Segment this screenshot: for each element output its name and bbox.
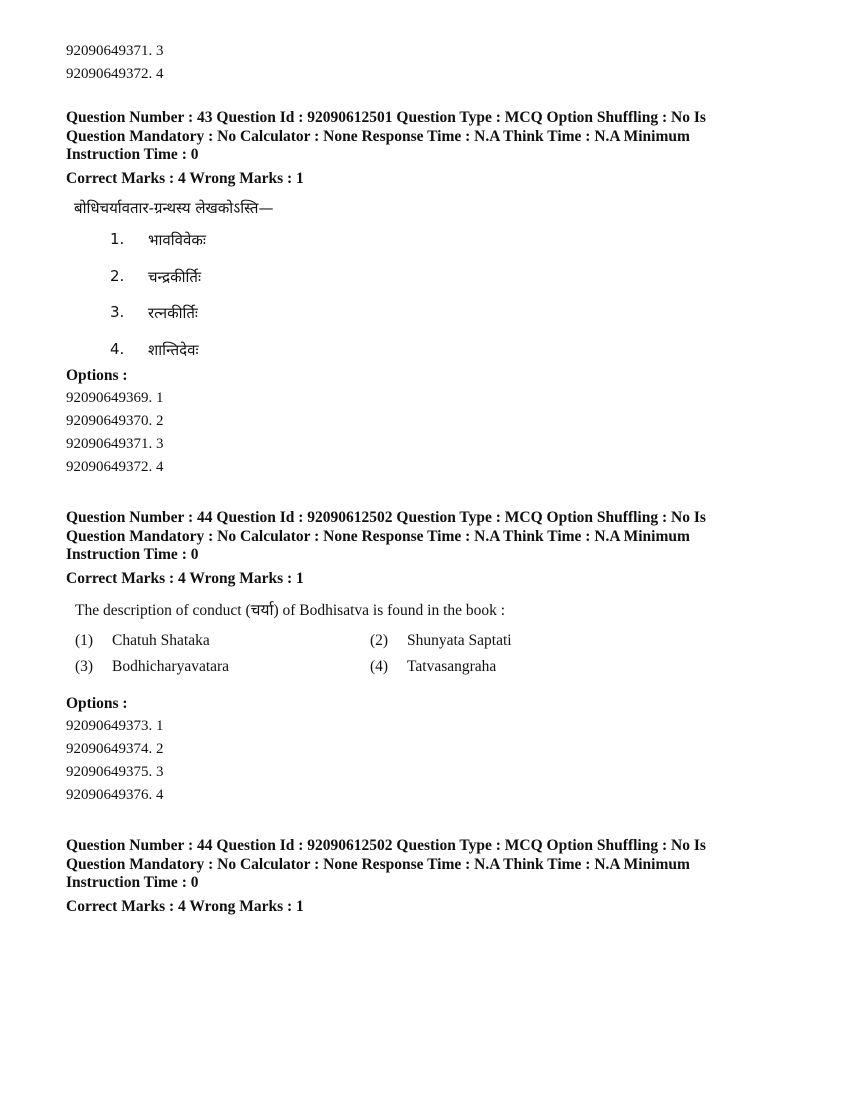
choice-text: Bodhicharyavatara: [112, 658, 230, 675]
choice-number: 3.: [110, 303, 125, 321]
question-marks: Correct Marks : 4 Wrong Marks : 1: [66, 897, 304, 915]
option-id: 92090649374. 2: [66, 741, 164, 757]
question-44-repeat: [66, 837, 786, 916]
question-marks: Correct Marks : 4 Wrong Marks : 1: [66, 569, 304, 587]
question-44: [66, 509, 786, 807]
choice-text: Shunyata Saptati: [407, 632, 512, 649]
question-marks: Correct Marks : 4 Wrong Marks : 1: [66, 169, 304, 187]
choice-number: (3): [75, 658, 94, 675]
question-meta-line: Question Mandatory : No Calculator : None Response Time : N.A Think Time : N.A Minimum: [66, 855, 690, 873]
option-id: 92090649369. 1: [66, 390, 164, 406]
choice-number: (1): [75, 632, 94, 649]
question-meta-line: Instruction Time : 0: [66, 874, 199, 891]
choice-item: [110, 267, 786, 304]
option-id: 92090649372. 4: [66, 66, 164, 82]
choice-text: शान्तिदेवः: [148, 340, 199, 359]
option-id: 92090649371. 3: [66, 43, 164, 59]
choice-text: Tatvasangraha: [407, 658, 497, 675]
choice-number: 4.: [110, 339, 125, 358]
question-meta-line: Instruction Time : 0: [66, 546, 199, 563]
option-id: 92090649376. 4: [66, 787, 164, 803]
choice-text: रत्नकीर्तिः: [148, 304, 198, 322]
question-meta-line: Instruction Time : 0: [66, 146, 199, 163]
question-43: [66, 109, 786, 479]
question-text: The description of conduct (चर्या) of Bodhisatva is found in the book :: [75, 602, 506, 619]
question-meta-line: Question Number : 44 Question Id : 92090612502 Question Type : MCQ Option Shuffling : No Is: [66, 509, 706, 526]
choice-list: [110, 230, 786, 376]
choice-number: (2): [370, 632, 389, 649]
choice-number: (4): [370, 658, 389, 675]
choice-grid: [75, 632, 786, 676]
choice-item: [110, 303, 786, 340]
prev-options: [66, 40, 786, 86]
choice-text: चन्द्रकीर्तिः: [148, 267, 201, 286]
question-text: बोधिचर्यावतार-ग्रन्थस्य लेखकोऽस्ति—: [74, 199, 274, 217]
question-meta-line: Question Mandatory : No Calculator : None Response Time : N.A Think Time : N.A Minimum: [66, 127, 690, 145]
question-meta-line: Question Number : 44 Question Id : 92090612502 Question Type : MCQ Option Shuffling : No Is: [66, 837, 706, 854]
choice-text: Chatuh Shataka: [112, 632, 210, 649]
document-page: [66, 40, 786, 916]
question-meta-line: Question Mandatory : No Calculator : None Response Time : N.A Think Time : N.A Minimum: [66, 527, 690, 545]
choice-item: [110, 230, 786, 267]
choice-text: भावविवेकः: [148, 231, 206, 249]
option-id: 92090649375. 3: [66, 764, 164, 780]
option-id: 92090649373. 1: [66, 718, 164, 734]
option-id: 92090649371. 3: [66, 436, 164, 452]
option-id: 92090649370. 2: [66, 413, 164, 429]
option-id: 92090649372. 4: [66, 459, 164, 475]
options-label: Options :: [66, 367, 128, 384]
question-meta-line: Question Number : 43 Question Id : 92090612501 Question Type : MCQ Option Shuffling : No Is: [66, 109, 706, 126]
choice-number: 1.: [110, 230, 125, 248]
options-label: Options :: [66, 695, 128, 712]
choice-number: 2.: [110, 266, 125, 285]
